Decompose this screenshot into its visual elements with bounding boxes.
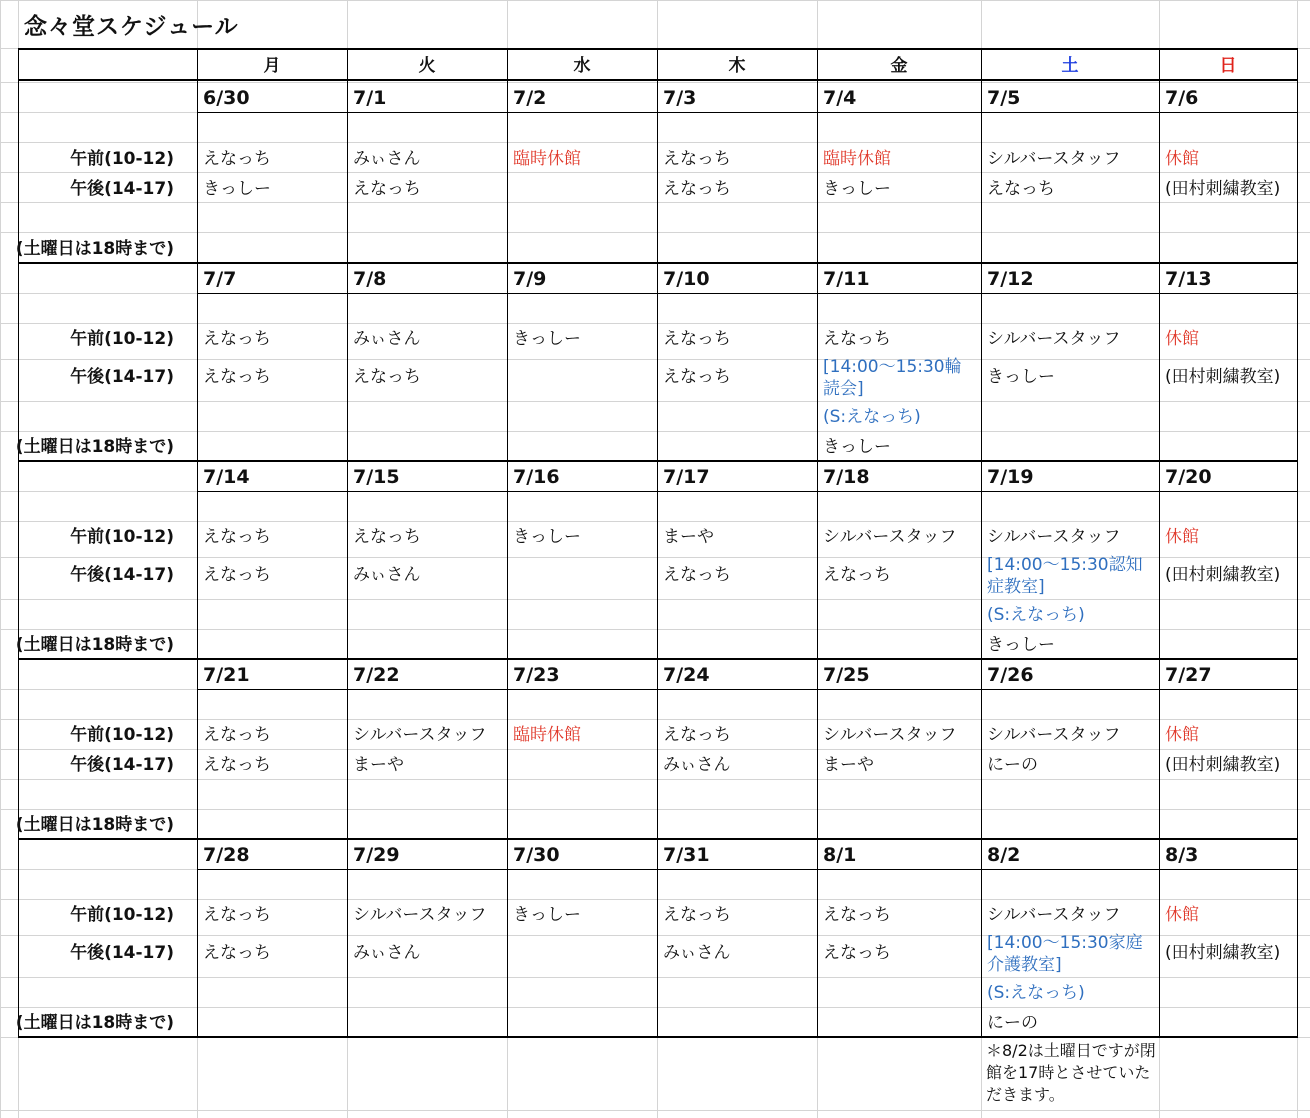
date-cell[interactable]: 7/22 bbox=[353, 664, 400, 686]
am-shift-cell[interactable]: シルバースタッフ bbox=[353, 725, 487, 745]
pm-shift-cell[interactable]: えなっち bbox=[353, 367, 421, 387]
am-shift-cell[interactable]: えなっち bbox=[823, 329, 891, 349]
date-cell[interactable]: 8/3 bbox=[1165, 844, 1199, 866]
am-shift-cell[interactable]: えなっち bbox=[203, 149, 271, 169]
date-cell[interactable]: 7/21 bbox=[203, 664, 250, 686]
pm-shift-cell[interactable]: きっしー bbox=[987, 367, 1055, 387]
pm-shift-cell[interactable]: (田村刺繍教室) bbox=[1165, 943, 1281, 963]
pm-shift-cell[interactable]: (田村刺繍教室) bbox=[1165, 755, 1281, 775]
date-cell[interactable]: 7/29 bbox=[353, 844, 400, 866]
event-title-cell[interactable]: [14:00〜15:30輪読会] bbox=[823, 357, 962, 399]
date-cell[interactable]: 7/10 bbox=[663, 268, 710, 290]
pm-shift-cell[interactable]: えなっち bbox=[987, 179, 1055, 199]
date-cell[interactable]: 7/19 bbox=[987, 466, 1034, 488]
am-shift-cell[interactable]: みぃさん bbox=[353, 149, 421, 169]
sheet-title[interactable]: 念々堂スケジュール bbox=[24, 14, 239, 40]
pm-shift-cell[interactable]: (田村刺繍教室) bbox=[1165, 565, 1281, 585]
column-border bbox=[1297, 48, 1298, 1038]
date-cell[interactable]: 6/30 bbox=[203, 87, 250, 109]
am-shift-cell[interactable]: えなっち bbox=[203, 329, 271, 349]
date-row-border bbox=[197, 293, 1297, 294]
date-cell[interactable]: 7/17 bbox=[663, 466, 710, 488]
date-cell[interactable]: 7/23 bbox=[513, 664, 560, 686]
day-header-fri[interactable]: 金 bbox=[890, 56, 908, 76]
date-cell[interactable]: 7/15 bbox=[353, 466, 400, 488]
am-shift-cell[interactable]: えなっち bbox=[353, 527, 421, 547]
am-shift-cell[interactable]: 休館 bbox=[1165, 527, 1199, 547]
pm-shift-cell[interactable]: えなっち bbox=[663, 179, 731, 199]
pm-shift-cell[interactable]: えなっち bbox=[663, 367, 731, 387]
saturday-hours-note[interactable]: (土曜日は18時まで) bbox=[15, 239, 174, 259]
am-shift-cell[interactable]: シルバースタッフ bbox=[823, 725, 957, 745]
am-shift-cell[interactable]: きっしー bbox=[513, 329, 581, 349]
am-shift-cell[interactable]: 休館 bbox=[1165, 905, 1199, 925]
grid-row-line bbox=[0, 0, 1310, 1]
day-header-mon[interactable]: 月 bbox=[263, 56, 281, 76]
am-shift-cell[interactable]: 臨時休館 bbox=[513, 149, 581, 169]
am-shift-cell[interactable]: シルバースタッフ bbox=[987, 725, 1121, 745]
date-row-border bbox=[197, 491, 1297, 492]
week-border bbox=[18, 1036, 1297, 1038]
pm-shift-cell[interactable]: まーや bbox=[353, 755, 404, 775]
date-cell[interactable]: 7/24 bbox=[663, 664, 710, 686]
grid-row-line bbox=[0, 1110, 1310, 1111]
pm-label[interactable]: 午後(14-17) bbox=[70, 943, 174, 963]
date-cell[interactable]: 7/31 bbox=[663, 844, 710, 866]
date-cell[interactable]: 7/13 bbox=[1165, 268, 1212, 290]
week-border bbox=[18, 658, 1297, 660]
date-cell[interactable]: 7/26 bbox=[987, 664, 1034, 686]
am-shift-cell[interactable]: きっしー bbox=[513, 527, 581, 547]
pm-shift-cell[interactable]: えなっち bbox=[203, 943, 271, 963]
am-shift-cell[interactable]: 休館 bbox=[1165, 329, 1199, 349]
saturday-hours-note[interactable]: (土曜日は18時まで) bbox=[15, 815, 174, 835]
date-cell[interactable]: 7/18 bbox=[823, 466, 870, 488]
pm-shift-cell[interactable]: (田村刺繍教室) bbox=[1165, 367, 1281, 387]
pm-shift-cell[interactable]: (田村刺繍教室) bbox=[1165, 179, 1281, 199]
saturday-hours-note[interactable]: (土曜日は18時まで) bbox=[15, 1013, 174, 1033]
pm-label[interactable]: 午後(14-17) bbox=[70, 367, 174, 387]
am-shift-cell[interactable]: まーや bbox=[663, 527, 714, 547]
date-cell[interactable]: 8/2 bbox=[987, 844, 1021, 866]
date-row-border bbox=[197, 869, 1297, 870]
footnote[interactable]: ＊8/2は土曜日ですが閉館を17時とさせていただきます。 bbox=[986, 1041, 1156, 1104]
pm-shift-cell[interactable]: えなっち bbox=[823, 565, 891, 585]
event-title-cell[interactable]: [14:00〜15:30家庭介護教室] bbox=[987, 933, 1143, 975]
pm-shift-cell[interactable]: えなっち bbox=[663, 565, 731, 585]
am-shift-cell[interactable]: えなっち bbox=[663, 905, 731, 925]
am-shift-cell[interactable]: えなっち bbox=[203, 905, 271, 925]
am-shift-cell[interactable]: 休館 bbox=[1165, 149, 1199, 169]
event-after-cell[interactable]: きっしー bbox=[823, 437, 891, 457]
am-shift-cell[interactable]: シルバースタッフ bbox=[987, 527, 1121, 547]
saturday-hours-note[interactable]: (土曜日は18時まで) bbox=[15, 437, 174, 457]
date-row-border bbox=[197, 112, 1297, 113]
am-shift-cell[interactable]: シルバースタッフ bbox=[987, 149, 1121, 169]
pm-shift-cell[interactable]: みぃさん bbox=[353, 565, 421, 585]
week-border bbox=[18, 262, 1297, 264]
saturday-hours-note[interactable]: (土曜日は18時まで) bbox=[15, 635, 174, 655]
event-staff-cell[interactable]: (S:えなっち) bbox=[987, 983, 1085, 1003]
date-cell[interactable]: 7/27 bbox=[1165, 664, 1212, 686]
date-cell[interactable]: 7/2 bbox=[513, 87, 547, 109]
date-cell[interactable]: 7/7 bbox=[203, 268, 237, 290]
pm-label[interactable]: 午後(14-17) bbox=[70, 565, 174, 585]
am-label[interactable]: 午前(10-12) bbox=[70, 905, 174, 925]
day-header-tue[interactable]: 火 bbox=[418, 56, 436, 76]
am-shift-cell[interactable]: えなっち bbox=[203, 725, 271, 745]
column-border bbox=[1159, 48, 1160, 1038]
pm-shift-cell[interactable]: にーの bbox=[987, 755, 1038, 775]
column-border bbox=[817, 48, 818, 1038]
pm-shift-cell[interactable]: きっしー bbox=[823, 179, 891, 199]
date-cell[interactable]: 7/14 bbox=[203, 466, 250, 488]
column-border bbox=[347, 48, 348, 1038]
pm-shift-cell[interactable]: えなっち bbox=[823, 943, 891, 963]
date-cell[interactable]: 7/16 bbox=[513, 466, 560, 488]
week-border bbox=[18, 838, 1297, 840]
am-label[interactable]: 午前(10-12) bbox=[70, 329, 174, 349]
date-cell[interactable]: 7/11 bbox=[823, 268, 870, 290]
event-staff-cell[interactable]: (S:えなっち) bbox=[987, 605, 1085, 625]
event-title-cell[interactable]: [14:00〜15:30認知症教室] bbox=[987, 555, 1143, 597]
pm-shift-cell[interactable]: えなっち bbox=[203, 755, 271, 775]
am-shift-cell[interactable]: みぃさん bbox=[353, 329, 421, 349]
date-cell[interactable]: 7/9 bbox=[513, 268, 547, 290]
pm-shift-cell[interactable]: えなっち bbox=[203, 367, 271, 387]
am-shift-cell[interactable]: シルバースタッフ bbox=[823, 527, 957, 547]
date-cell[interactable]: 7/6 bbox=[1165, 87, 1199, 109]
am-shift-cell[interactable]: 臨時休館 bbox=[823, 149, 891, 169]
pm-shift-cell[interactable]: えなっち bbox=[203, 565, 271, 585]
date-cell[interactable]: 7/12 bbox=[987, 268, 1034, 290]
date-cell[interactable]: 7/30 bbox=[513, 844, 560, 866]
pm-shift-cell[interactable]: みぃさん bbox=[663, 755, 731, 775]
am-shift-cell[interactable]: えなっち bbox=[203, 527, 271, 547]
date-cell[interactable]: 7/5 bbox=[987, 87, 1021, 109]
am-shift-cell[interactable]: えなっち bbox=[663, 329, 731, 349]
date-cell[interactable]: 7/8 bbox=[353, 268, 387, 290]
am-shift-cell[interactable]: えなっち bbox=[663, 149, 731, 169]
am-shift-cell[interactable]: 休館 bbox=[1165, 725, 1199, 745]
am-shift-cell[interactable]: きっしー bbox=[513, 905, 581, 925]
pm-shift-cell[interactable]: みぃさん bbox=[353, 943, 421, 963]
pm-shift-cell[interactable]: えなっち bbox=[353, 179, 421, 199]
day-header-wed[interactable]: 水 bbox=[573, 56, 591, 76]
date-cell[interactable]: 7/3 bbox=[663, 87, 697, 109]
date-cell[interactable]: 7/1 bbox=[353, 87, 387, 109]
day-header-thu[interactable]: 木 bbox=[728, 56, 746, 76]
am-shift-cell[interactable]: シルバースタッフ bbox=[353, 905, 487, 925]
event-after-cell[interactable]: きっしー bbox=[987, 635, 1055, 655]
event-after-cell[interactable]: にーの bbox=[987, 1013, 1038, 1033]
pm-shift-cell[interactable]: きっしー bbox=[203, 179, 271, 199]
pm-label[interactable]: 午後(14-17) bbox=[70, 755, 174, 775]
column-border bbox=[981, 48, 982, 1038]
week-border bbox=[18, 460, 1297, 462]
date-cell[interactable]: 7/25 bbox=[823, 664, 870, 686]
day-header-sat[interactable]: 土 bbox=[1061, 56, 1079, 76]
am-shift-cell[interactable]: シルバースタッフ bbox=[987, 329, 1121, 349]
am-shift-cell[interactable]: えなっち bbox=[823, 905, 891, 925]
column-border bbox=[197, 48, 198, 1038]
event-staff-cell[interactable]: (S:えなっち) bbox=[823, 407, 921, 427]
date-row-border bbox=[197, 689, 1297, 690]
am-shift-cell[interactable]: シルバースタッフ bbox=[987, 905, 1121, 925]
date-cell[interactable]: 8/1 bbox=[823, 844, 857, 866]
column-border bbox=[507, 48, 508, 1038]
pm-label[interactable]: 午後(14-17) bbox=[70, 179, 174, 199]
am-shift-cell[interactable]: えなっち bbox=[663, 725, 731, 745]
am-label[interactable]: 午前(10-12) bbox=[70, 725, 174, 745]
am-label[interactable]: 午前(10-12) bbox=[70, 527, 174, 547]
date-cell[interactable]: 7/20 bbox=[1165, 466, 1212, 488]
date-cell[interactable]: 7/28 bbox=[203, 844, 250, 866]
date-cell[interactable]: 7/4 bbox=[823, 87, 857, 109]
pm-shift-cell[interactable]: まーや bbox=[823, 755, 874, 775]
pm-shift-cell[interactable]: みぃさん bbox=[663, 943, 731, 963]
column-border bbox=[657, 48, 658, 1038]
am-shift-cell[interactable]: 臨時休館 bbox=[513, 725, 581, 745]
am-label[interactable]: 午前(10-12) bbox=[70, 149, 174, 169]
day-header-sun[interactable]: 日 bbox=[1219, 56, 1237, 76]
